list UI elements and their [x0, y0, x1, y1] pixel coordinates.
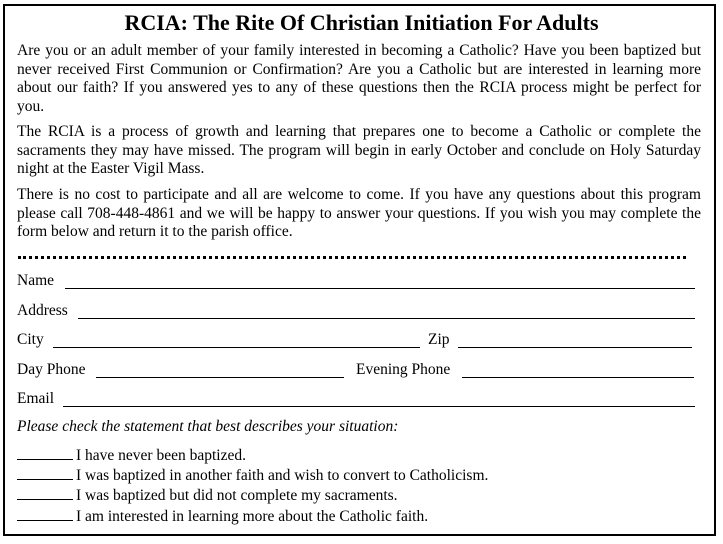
city-field[interactable] — [53, 347, 420, 348]
option-never-baptized — [17, 445, 246, 465]
page-title: RCIA: The Rite Of Christian Initiation For Adults — [124, 10, 599, 35]
name-label: Name — [17, 272, 55, 289]
address-label: Address — [17, 302, 68, 319]
evening-phone-label: Evening Phone — [356, 361, 451, 378]
zip-field[interactable] — [458, 347, 692, 348]
option-convert — [17, 465, 488, 485]
option-label: I was baptized in another faith and wish to convert to Catholicism. — [76, 467, 489, 484]
contact-paragraph: There is no cost to participate and all are welcome to come. If you have any questions about this program please call 708-448-4861 and we will be happy to answer your questions. If you wish you may complete the form below and return it to the parish office. — [17, 186, 701, 240]
email-field[interactable] — [63, 406, 695, 407]
process-paragraph: The RCIA is a process of growth and learning that prepares one to become a Catholic or complete the sacraments they may have missed. The program will begin in early October and conclude on Holy Saturday night at the Easter Vigil Mass. — [17, 123, 701, 177]
option-incomplete-sacraments — [17, 485, 398, 505]
intro-paragraph: Are you or an adult member of your family interested in becoming a Catholic? Have you been baptized but never received First Communion or Confirmation? Are you a Catholic but are interested in learning more about our faith? If you answered yes to any of these questions then the RCIA process might be perfect for you. — [17, 42, 701, 115]
name-field[interactable] — [65, 288, 695, 289]
check-blank[interactable] — [17, 485, 73, 500]
day-phone-label: Day Phone — [17, 361, 86, 378]
situation-instruction: Please check the statement that best describes your situation: — [17, 418, 399, 435]
option-learn-more — [17, 506, 428, 526]
email-label: Email — [17, 390, 55, 407]
option-label: I have never been baptized. — [76, 447, 246, 464]
day-phone-field[interactable] — [96, 377, 344, 378]
address-field[interactable] — [78, 318, 695, 319]
cut-line-divider — [18, 256, 686, 259]
zip-label: Zip — [428, 331, 450, 348]
evening-phone-field[interactable] — [462, 377, 694, 378]
check-blank[interactable] — [17, 465, 73, 480]
option-label: I am interested in learning more about the Catholic faith. — [76, 508, 429, 525]
check-blank[interactable] — [17, 445, 73, 460]
option-label: I was baptized but did not complete my sacraments. — [76, 487, 398, 504]
city-label: City — [17, 331, 44, 348]
check-blank[interactable] — [17, 506, 73, 521]
